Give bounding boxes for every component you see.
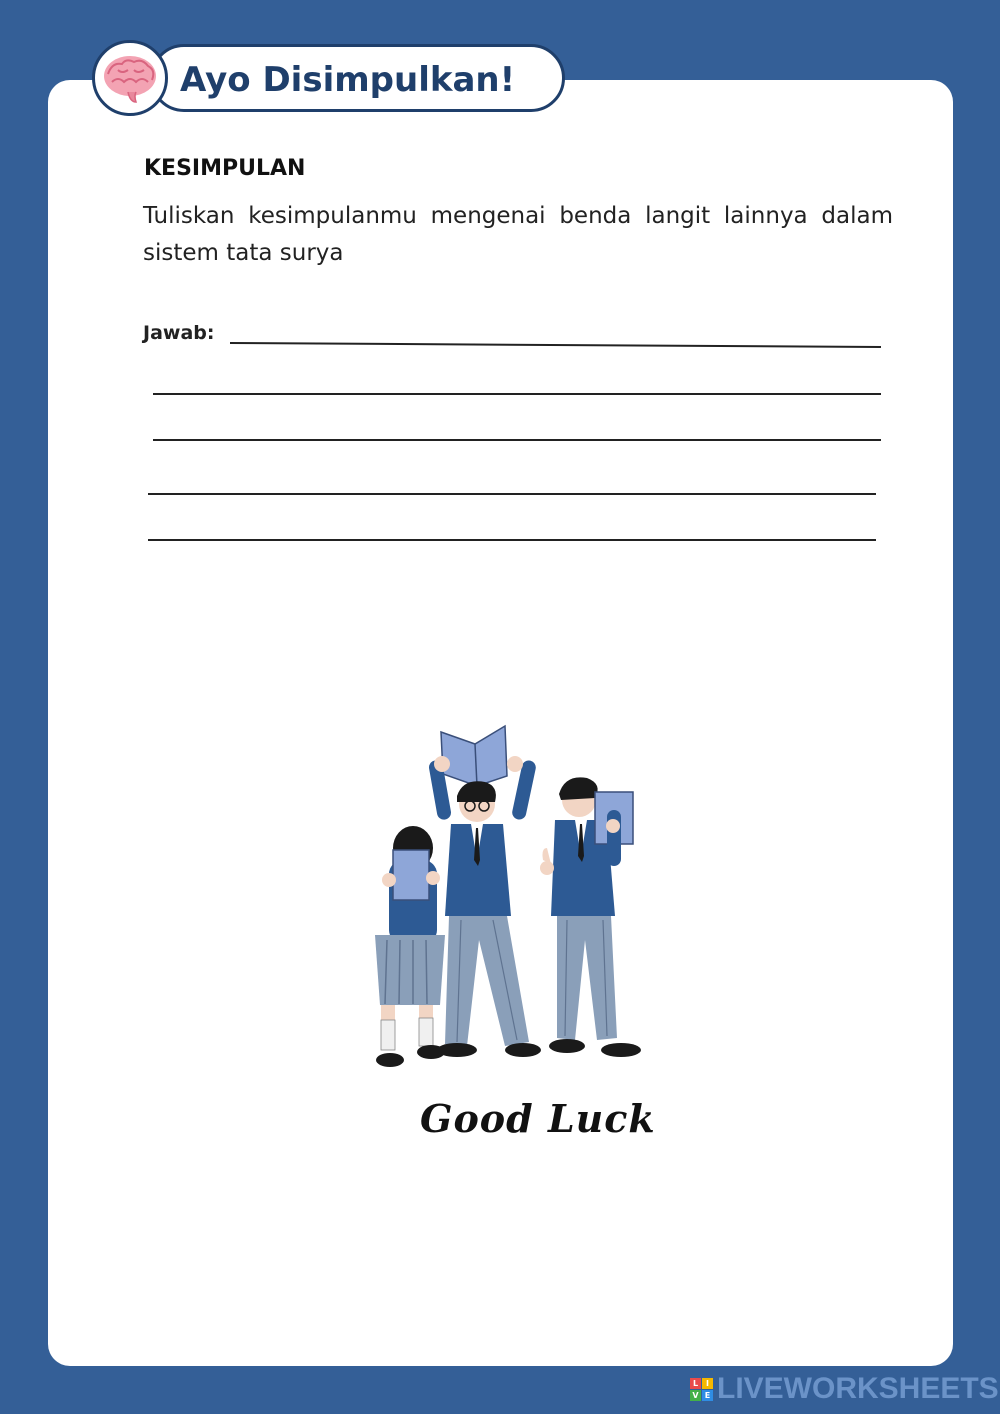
liveworksheets-logo[interactable]: [690, 1372, 999, 1406]
answer-line[interactable]: [153, 393, 881, 395]
footer-brand-text: LIVEWORKSHEETS: [717, 1372, 999, 1405]
logo-letter: L: [690, 1378, 701, 1389]
good-luck-caption: Good Luck: [420, 1096, 656, 1141]
answer-line[interactable]: [148, 493, 876, 495]
section-title: KESIMPULAN: [144, 156, 306, 181]
students-illustration: [345, 720, 655, 1084]
answer-label: Jawab:: [143, 322, 215, 344]
answer-line[interactable]: [148, 539, 876, 541]
answer-line[interactable]: [153, 439, 881, 441]
liveworksheets-icon: [690, 1378, 713, 1401]
logo-letter: I: [702, 1378, 713, 1389]
brain-icon: [92, 40, 168, 116]
instruction-text: Tuliskan kesimpulanmu mengenai benda langit lainnya dalam sistem tata surya: [143, 203, 893, 266]
page-title: Ayo Disimpulkan!: [180, 60, 516, 100]
logo-letter: E: [702, 1390, 713, 1401]
logo-letter: V: [690, 1390, 701, 1401]
